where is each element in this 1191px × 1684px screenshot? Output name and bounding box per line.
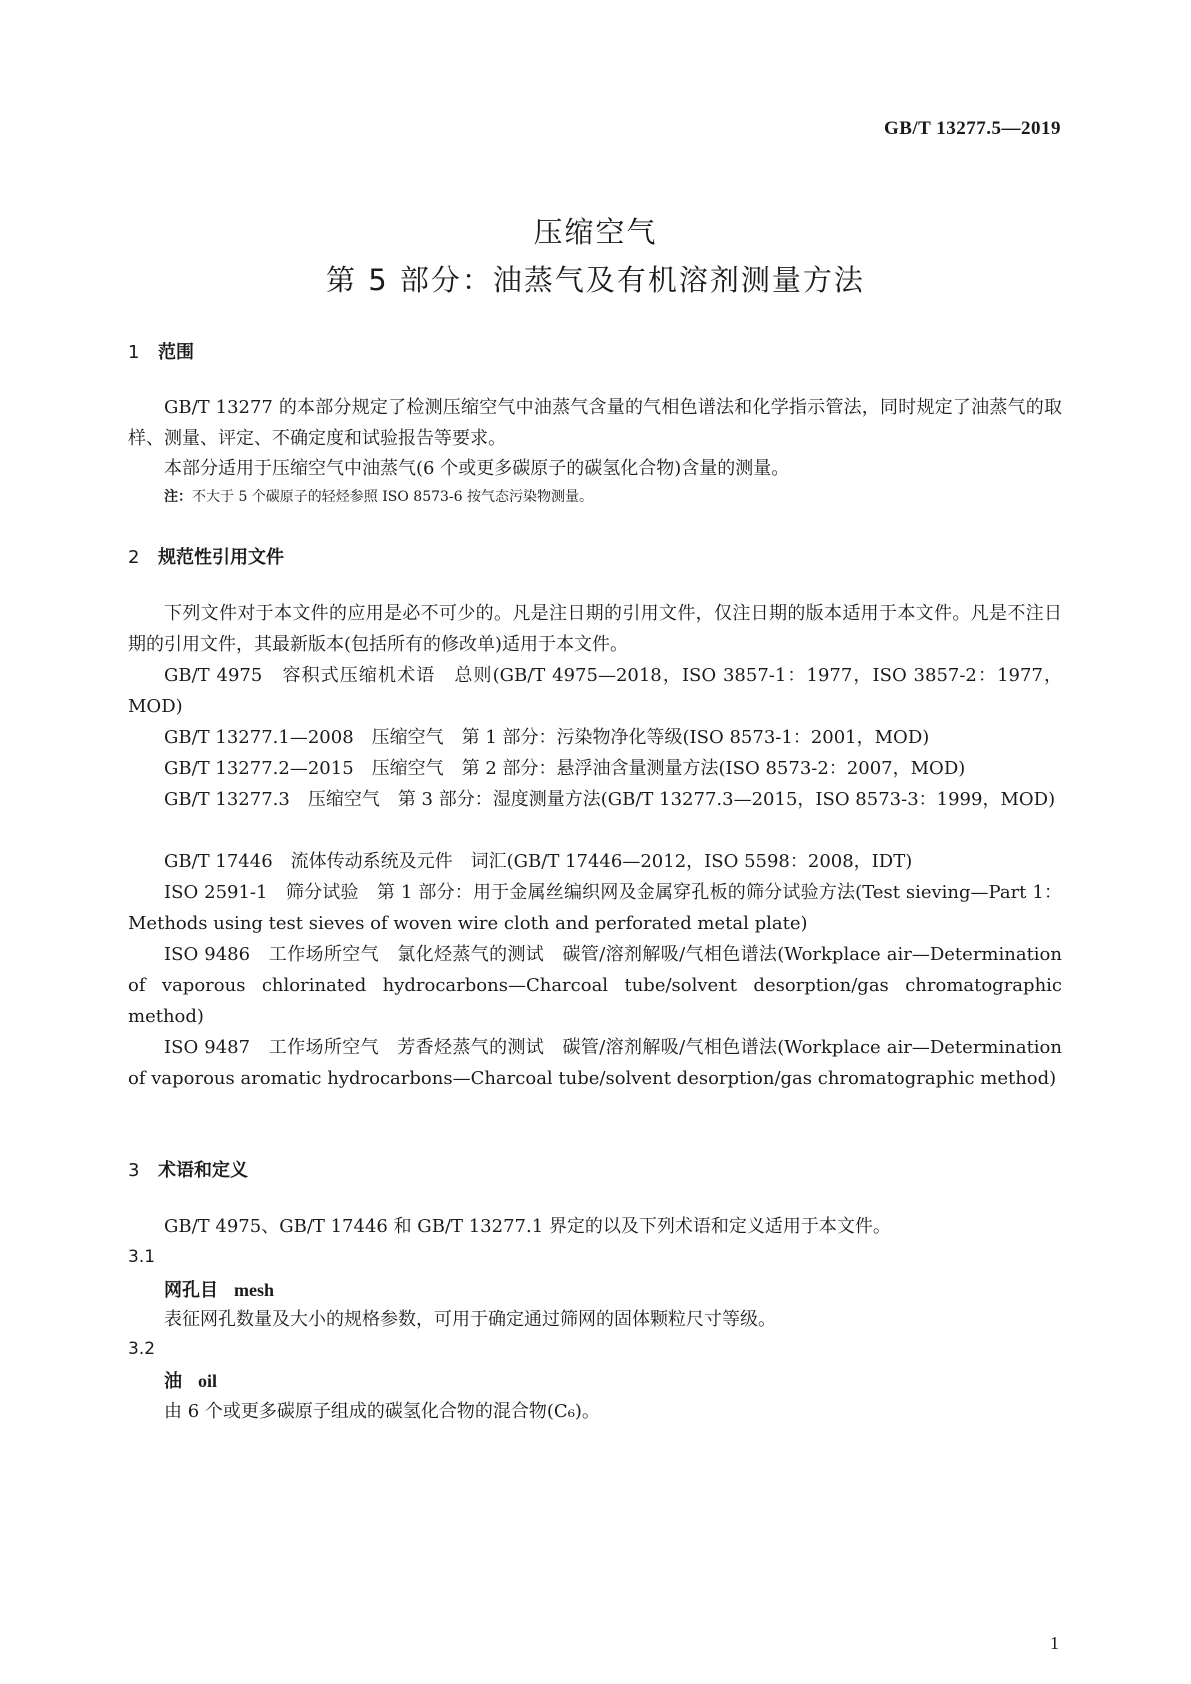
section-3-intro: GB/T 4975、GB/T 17446 和 GB/T 13277.1 界定的以及下列术语和定义适用于本文件。 <box>164 1216 891 1237</box>
term-en: mesh <box>234 1280 274 1300</box>
page-number: 1 <box>1050 1633 1059 1653</box>
term-definition: 由 6 个或更多碳原子组成的碳氢化合物的混合物(C₆)。 <box>164 1401 600 1422</box>
reference-item: ISO 2591-1 筛分试验 第 1 部分：用于金属丝编织网及金属穿孔板的筛分试验方法(Test sieving—Part 1：Methods using test sieves of woven wire cloth and perforated metal plate) <box>128 882 1062 934</box>
section-3-heading <box>128 1156 248 1182</box>
term-name <box>164 1276 274 1302</box>
standard-code: GB/T 13277.5—2019 <box>883 118 1061 139</box>
term-zh: 网孔目 <box>164 1280 218 1301</box>
reference-item: GB/T 13277.3 压缩空气 第 3 部分：湿度测量方法(GB/T 13277.3—2015，ISO 8573-3：1999，MOD) <box>164 789 1056 810</box>
section-number: 2 <box>128 547 140 568</box>
term-zh: 油 <box>164 1371 182 1392</box>
term-definition: 表征网孔数量及大小的规格参数，可用于确定通过筛网的固体颗粒尺寸等级。 <box>164 1309 776 1330</box>
title-line-2: 第 5 部分：油蒸气及有机溶剂测量方法 <box>326 263 865 297</box>
section-2-heading <box>128 543 284 569</box>
reference-item: GB/T 17446 流体传动系统及元件 词汇(GB/T 17446—2012，ISO 5598：2008，IDT) <box>164 851 913 872</box>
note-label: 注： <box>164 489 192 505</box>
term-number: 3.1 <box>128 1247 156 1267</box>
term-name <box>164 1367 217 1393</box>
reference-item: ISO 9486 工作场所空气 氯化烃蒸气的测试 碳管/溶剂解吸/气相色谱法(Workplace air—Determination of vaporous chlorinated hydrocarbons—Charcoal tube/solvent desorption/gas chromatographic method) <box>128 944 1062 1027</box>
section-1-note <box>164 486 593 508</box>
reference-item: GB/T 13277.1—2008 压缩空气 第 1 部分：污染物净化等级(ISO 8573-1：2001，MOD) <box>164 727 930 748</box>
note-text: 不大于 5 个碳原子的轻烃参照 ISO 8573-6 按气态污染物测量。 <box>192 489 594 505</box>
section-number: 3 <box>128 1160 140 1181</box>
reference-item: ISO 9487 工作场所空气 芳香烃蒸气的测试 碳管/溶剂解吸/气相色谱法(Workplace air—Determination of vaporous aromatic hydrocarbons—Charcoal tube/solvent desorption/gas chromatographic method) <box>128 1037 1062 1089</box>
section-title: 规范性引用文件 <box>158 547 284 568</box>
reference-item: GB/T 4975 容积式压缩机术语 总则(GB/T 4975—2018，ISO 3857-1：1977，ISO 3857-2：1977，MOD) <box>128 665 1062 717</box>
term-en: oil <box>198 1371 218 1391</box>
section-title: 范围 <box>158 342 194 363</box>
section-1-heading <box>128 338 194 364</box>
section-2-intro: 下列文件对于本文件的应用是必不可少的。凡是注日期的引用文件，仅注日期的版本适用于本文件。凡是不注日期的引用文件，其最新版本(包括所有的修改单)适用于本文件。 <box>128 603 1062 655</box>
section-1-paragraph-2: 本部分适用于压缩空气中油蒸气(6 个或更多碳原子的碳氢化合物)含量的测量。 <box>164 458 790 479</box>
term-number: 3.2 <box>128 1339 156 1359</box>
section-1-paragraph-1: GB/T 13277 的本部分规定了检测压缩空气中油蒸气含量的气相色谱法和化学指示管法，同时规定了油蒸气的取样、测量、评定、不确定度和试验报告等要求。 <box>128 397 1062 449</box>
title-line-1: 压缩空气 <box>533 215 658 249</box>
section-number: 1 <box>128 342 140 363</box>
document-title <box>0 208 1191 304</box>
reference-item: GB/T 13277.2—2015 压缩空气 第 2 部分：悬浮油含量测量方法(ISO 8573-2：2007，MOD) <box>164 758 966 779</box>
section-title: 术语和定义 <box>158 1160 248 1181</box>
